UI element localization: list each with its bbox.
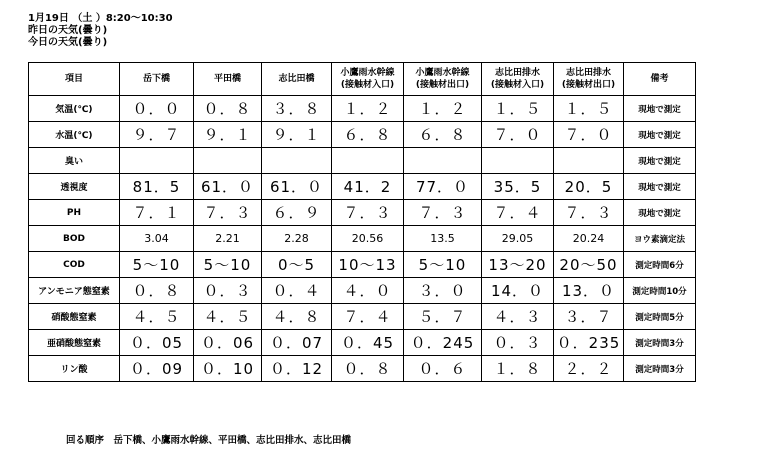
- value-cell: 20.56: [332, 226, 404, 252]
- value-cell: ０．07: [262, 330, 332, 356]
- table-row: [29, 148, 696, 174]
- value-cell: ３．８: [262, 96, 332, 122]
- column-header-line: 項目: [64, 74, 83, 84]
- header-row: [29, 63, 696, 96]
- value-cell: ０．０: [120, 96, 194, 122]
- value-cell: 5～10: [404, 252, 482, 278]
- value-cell: ０．３: [482, 330, 554, 356]
- value-cell: [554, 148, 624, 174]
- value-cell: ０．245: [404, 330, 482, 356]
- value-cell: ４．８: [262, 304, 332, 330]
- value-cell: 13．０: [554, 278, 624, 304]
- table-row: [29, 174, 696, 200]
- value-cell: ０．06: [194, 330, 262, 356]
- value-cell: 2.28: [262, 226, 332, 252]
- value-cell: ０．３: [194, 278, 262, 304]
- value-cell: 77．０: [404, 174, 482, 200]
- value-cell: １．８: [482, 356, 554, 382]
- column-header: [332, 63, 404, 96]
- value-cell: ０．05: [120, 330, 194, 356]
- note-cell: 現地で測定: [624, 148, 696, 174]
- value-cell: [194, 148, 262, 174]
- value-cell: ２．２: [554, 356, 624, 382]
- table-row: [29, 304, 696, 330]
- value-cell: 29.05: [482, 226, 554, 252]
- table-row: [29, 122, 696, 148]
- note-cell: 測定時間5分: [624, 304, 696, 330]
- value-cell: ５．７: [404, 304, 482, 330]
- value-cell: ０．８: [332, 356, 404, 382]
- value-cell: 2.21: [194, 226, 262, 252]
- row-label: 亜硝酸態窒素: [29, 330, 120, 356]
- value-cell: ９．１: [262, 122, 332, 148]
- row-label: アンモニア態窒素: [29, 278, 120, 304]
- row-label: BOD: [29, 226, 120, 252]
- value-cell: ４．５: [194, 304, 262, 330]
- value-cell: ７．３: [194, 200, 262, 226]
- row-label: 硝酸態窒素: [29, 304, 120, 330]
- row-label: PH: [29, 200, 120, 226]
- table-row: [29, 278, 696, 304]
- column-header-line: (接触材入口): [490, 80, 545, 90]
- note-cell: 測定時間3分: [624, 330, 696, 356]
- column-header-line: 岳下橋: [142, 74, 170, 84]
- value-cell: ７．０: [482, 122, 554, 148]
- row-label: 透視度: [29, 174, 120, 200]
- value-cell: 10～13: [332, 252, 404, 278]
- water-quality-table: [28, 62, 696, 382]
- column-header: [194, 63, 262, 96]
- yesterday-weather: 昨日の天気(曇り): [28, 25, 108, 36]
- value-cell: ９．７: [120, 122, 194, 148]
- note-cell: 測定時間3分: [624, 356, 696, 382]
- note-cell: 測定時間6分: [624, 252, 696, 278]
- column-header-line: 志比田橋: [278, 74, 315, 84]
- column-header: [624, 63, 696, 96]
- value-cell: [482, 148, 554, 174]
- value-cell: ７．０: [554, 122, 624, 148]
- table-row: [29, 96, 696, 122]
- value-cell: ０．10: [194, 356, 262, 382]
- note-cell: 測定時間10分: [624, 278, 696, 304]
- value-cell: １．２: [332, 96, 404, 122]
- value-cell: １．２: [404, 96, 482, 122]
- row-label: COD: [29, 252, 120, 278]
- report-header: [28, 13, 173, 49]
- value-cell: ０．８: [120, 278, 194, 304]
- column-header-line: (接触材出口): [561, 80, 616, 90]
- value-cell: ０．６: [404, 356, 482, 382]
- table-row: [29, 330, 696, 356]
- value-cell: [332, 148, 404, 174]
- note-cell: ヨウ素滴定法: [624, 226, 696, 252]
- column-header: [482, 63, 554, 96]
- row-label: 水温(℃): [29, 122, 120, 148]
- column-header-line: 小鷹雨水幹線: [340, 68, 395, 78]
- column-header: [554, 63, 624, 96]
- note-cell: 現地で測定: [624, 122, 696, 148]
- column-header-line: 小鷹雨水幹線: [415, 68, 470, 78]
- value-cell: ０．45: [332, 330, 404, 356]
- value-cell: 81．5: [120, 174, 194, 200]
- column-header-line: 志比田排水: [565, 68, 611, 78]
- value-cell: 61．０: [194, 174, 262, 200]
- value-cell: ６．８: [332, 122, 404, 148]
- value-cell: 20～50: [554, 252, 624, 278]
- column-header-line: 志比田排水: [494, 68, 540, 78]
- value-cell: １．５: [554, 96, 624, 122]
- value-cell: 0～5: [262, 252, 332, 278]
- column-header: [29, 63, 120, 96]
- value-cell: ９．１: [194, 122, 262, 148]
- value-cell: ６．８: [404, 122, 482, 148]
- column-header: [120, 63, 194, 96]
- value-cell: ０．８: [194, 96, 262, 122]
- value-cell: ７．３: [554, 200, 624, 226]
- value-cell: 61．０: [262, 174, 332, 200]
- table-row: [29, 200, 696, 226]
- table-row: [29, 226, 696, 252]
- value-cell: ７．４: [332, 304, 404, 330]
- note-cell: 現地で測定: [624, 200, 696, 226]
- value-cell: 41．2: [332, 174, 404, 200]
- value-cell: ４．５: [120, 304, 194, 330]
- row-label: 臭い: [29, 148, 120, 174]
- value-cell: ３．７: [554, 304, 624, 330]
- value-cell: [120, 148, 194, 174]
- value-cell: ７．１: [120, 200, 194, 226]
- value-cell: 20.24: [554, 226, 624, 252]
- note-cell: 現地で測定: [624, 174, 696, 200]
- column-header-line: 備考: [650, 74, 669, 84]
- value-cell: ０．235: [554, 330, 624, 356]
- value-cell: 5～10: [120, 252, 194, 278]
- today-weather: 今日の天気(曇り): [28, 37, 108, 48]
- table-row: [29, 252, 696, 278]
- value-cell: 13～20: [482, 252, 554, 278]
- value-cell: ６．９: [262, 200, 332, 226]
- row-label: リン酸: [29, 356, 120, 382]
- visit-order: 回る順序 岳下橋、小鷹雨水幹線、平田橋、志比田排水、志比田橋: [66, 435, 352, 446]
- column-header: [404, 63, 482, 96]
- value-cell: 5～10: [194, 252, 262, 278]
- value-cell: 13.5: [404, 226, 482, 252]
- note-cell: 現地で測定: [624, 96, 696, 122]
- value-cell: ７．３: [332, 200, 404, 226]
- value-cell: 35．5: [482, 174, 554, 200]
- value-cell: 14．０: [482, 278, 554, 304]
- date-time: 1月19日 （土 ）8:20～10:30: [28, 13, 173, 24]
- value-cell: １．５: [482, 96, 554, 122]
- value-cell: ０．09: [120, 356, 194, 382]
- value-cell: ７．４: [482, 200, 554, 226]
- value-cell: ４．０: [332, 278, 404, 304]
- column-header: [262, 63, 332, 96]
- value-cell: ７．３: [404, 200, 482, 226]
- value-cell: [404, 148, 482, 174]
- column-header-line: (接触材出口): [415, 80, 470, 90]
- column-header-line: (接触材入口): [340, 80, 395, 90]
- value-cell: 3.04: [120, 226, 194, 252]
- value-cell: 20．5: [554, 174, 624, 200]
- value-cell: ０．４: [262, 278, 332, 304]
- column-header-line: 平田橋: [213, 74, 241, 84]
- value-cell: ３．０: [404, 278, 482, 304]
- row-label: 気温(℃): [29, 96, 120, 122]
- value-cell: ４．３: [482, 304, 554, 330]
- value-cell: ０．12: [262, 356, 332, 382]
- value-cell: [262, 148, 332, 174]
- table-row: [29, 356, 696, 382]
